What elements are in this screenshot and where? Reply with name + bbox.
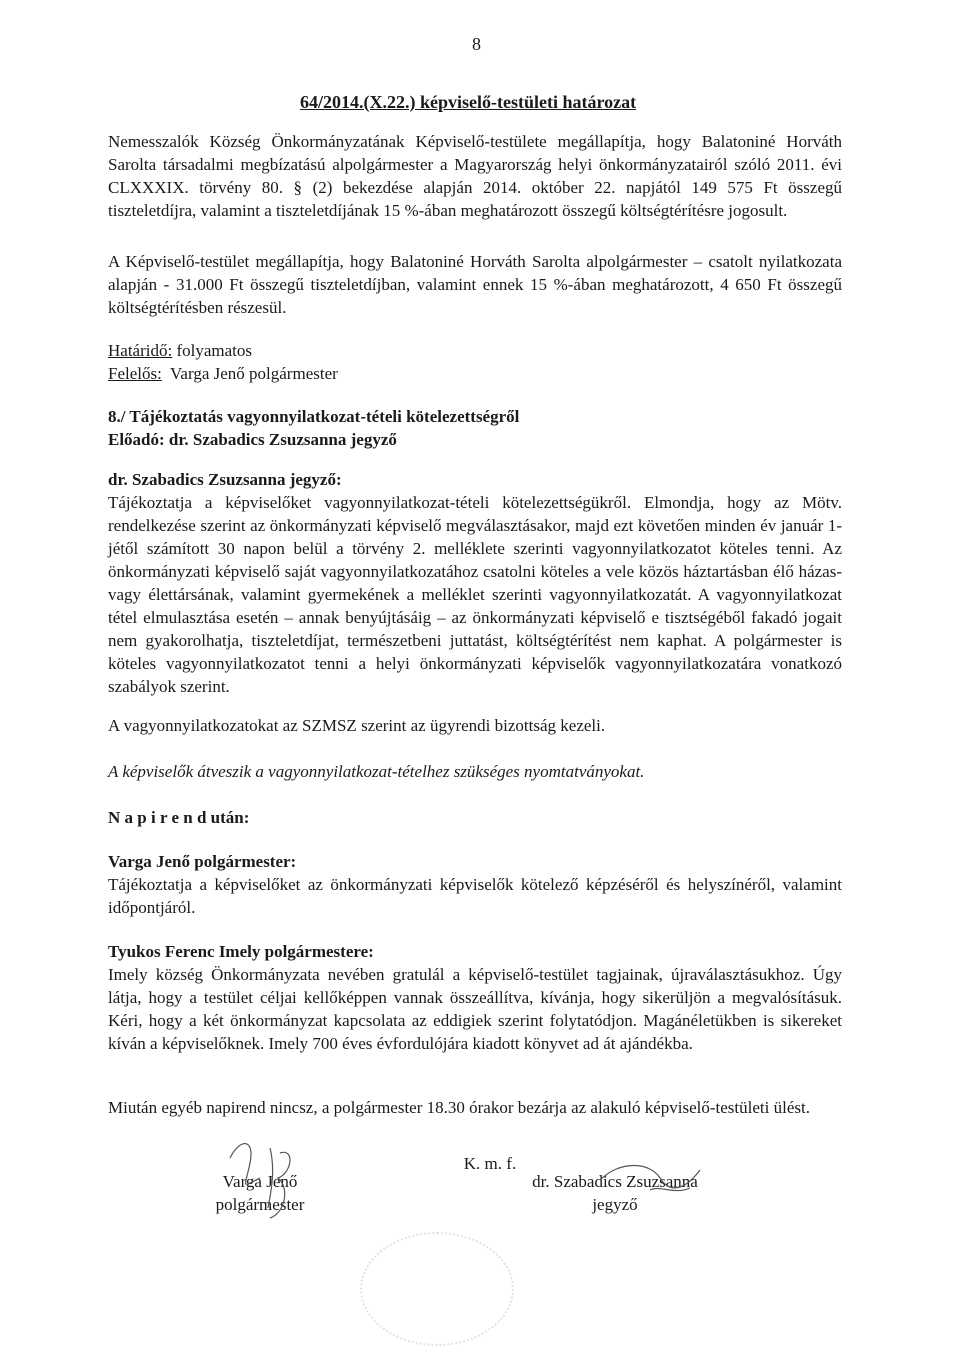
resolution-title: 64/2014.(X.22.) képviselő-testületi határozat: [300, 92, 637, 112]
speaker-imely-mayor: Tyukos Ferenc Imely polgármestere:: [108, 942, 374, 961]
mayor-text: Tájékoztatja a képviselőket az önkormányzati képviselők kötelező képzéséről és helyszínéről, valamint időpontjáról.: [108, 875, 842, 917]
closing-paragraph: Miután egyéb napirend nincsz, a polgármester 18.30 órakor bezárja az alakuló képviselő-testületi ülést.: [108, 1098, 810, 1117]
imely-mayor-text: Imely község Önkormányzata nevében gratulál a képviselő-testület tagjainak, újraválasztásukhoz. Úgy látja, hogy a testület céljai kellőképpen vannak összeállítva, kívánja, hogy sikerüljön a megvalósításuk. Kéri, hogy a két önkormányzat kapcsolata az eddigiek szerint folytatódjon. Magánéletükben is sikereket kíván a képviselőknek. Imely 700 éves évfordulójára kiadott könyvet ad át ajándékba.: [108, 965, 842, 1053]
resolution-paragraph-2: A Képviselő-testület megállapítja, hogy Balatoniné Horváth Sarolta alpolgármester – csatolt nyilatkozata alapján - 31.000 Ft összegű tiszteletdíjban, valamint ennek 15 %-ában meghatározott, 4 650 Ft összegű költségtérítésben részesül.: [108, 252, 842, 317]
agenda8-body: Tájékoztatja a képviselőket vagyonnyilatkozat-tételi kötelezettségükről. Elmondja, hogy az Mötv. rendelkezése szerint az önkormányzati képviselő megválasztásakor, majd ezt követően minden év január 1-jétől számított 30 napon belül a törvény 2. melléklete szerinti vagyonnyilatkozatot köteles tenni. Az önkormányzati képviselő saját vagyonnyilatkozatához csatolni köteles a vele közös háztartásban élő házas- vagy élettársának, valamint gyermekének a melléklet szerinti vagyonnyilatkozatát. A vagyonnyilatkozat tétel elmulasztása esetén – annak benyújtásáig – az önkormányzati képviselő e tisztségéből fakadó jogait nem gyakorolhatja, tiszteletdíjat, természetbeni juttatást, költségtérítést nem kaphat. A polgármester is köteles vagyonnyilatkozatot tenni a helyi önkormányzati képviselők vagyonnyilatkozatára vonatkozó szabályok szerint.: [108, 493, 842, 696]
speaker-mayor: Varga Jenő polgármester:: [108, 852, 297, 871]
after-agenda-heading: N a p i r e n d után:: [108, 808, 250, 827]
agenda8-body2: A vagyonnyilatkozatokat az SZMSZ szerint az ügyrendi bizottság kezeli.: [108, 716, 606, 735]
agenda8-title: 8./ Tájékoztatás vagyonnyilatkozat-tételi kötelezettségről: [108, 407, 520, 426]
left-signature-name: Varga Jenő: [222, 1172, 298, 1191]
agenda8-presenter: Előadó: dr. Szabadics Zsuzsanna jegyző: [108, 430, 397, 449]
deadline-value: folyamatos: [172, 341, 252, 360]
deadline-label: Határidő:: [108, 341, 173, 360]
responsible-label: Felelős:: [108, 364, 162, 383]
right-signature-name: dr. Szabadics Zsuzsanna: [532, 1172, 698, 1191]
left-signature-title: polgármester: [215, 1195, 305, 1214]
agenda8-note: A képviselők átveszik a vagyonnyilatkozat-tételhez szükséges nyomtatványokat.: [108, 762, 645, 781]
page-number: 8: [472, 34, 481, 54]
right-handwritten-signature: [590, 1150, 710, 1210]
agenda8-speaker: dr. Szabadics Zsuzsanna jegyző:: [108, 470, 342, 489]
kmf-label: K. m. f.: [463, 1154, 517, 1173]
left-handwritten-signature: [200, 1118, 320, 1228]
responsible-value: Varga Jenő polgármester: [161, 364, 338, 383]
right-signature-title: jegyző: [592, 1195, 638, 1214]
responsible-row: [108, 362, 338, 385]
deadline-row: [108, 339, 252, 362]
resolution-paragraph-1: Nemesszalók Község Önkormányzatának Képviselő-testülete megállapítja, hogy Balatoniné Horváth Sarolta társadalmi megbízatású alpolgármester a Magyarország helyi önkormányzatairól szóló 2011. évi CLXXXIX. törvény 80. § (2) bekezdése alapján 2014. október 22. napjától 149 575 Ft összegű tiszteletdíjra, valamint a tiszteletdíjának 15 %-ában meghatározott összegű költségtérítésre jogosult.: [108, 132, 842, 220]
official-seal: [360, 1232, 514, 1346]
